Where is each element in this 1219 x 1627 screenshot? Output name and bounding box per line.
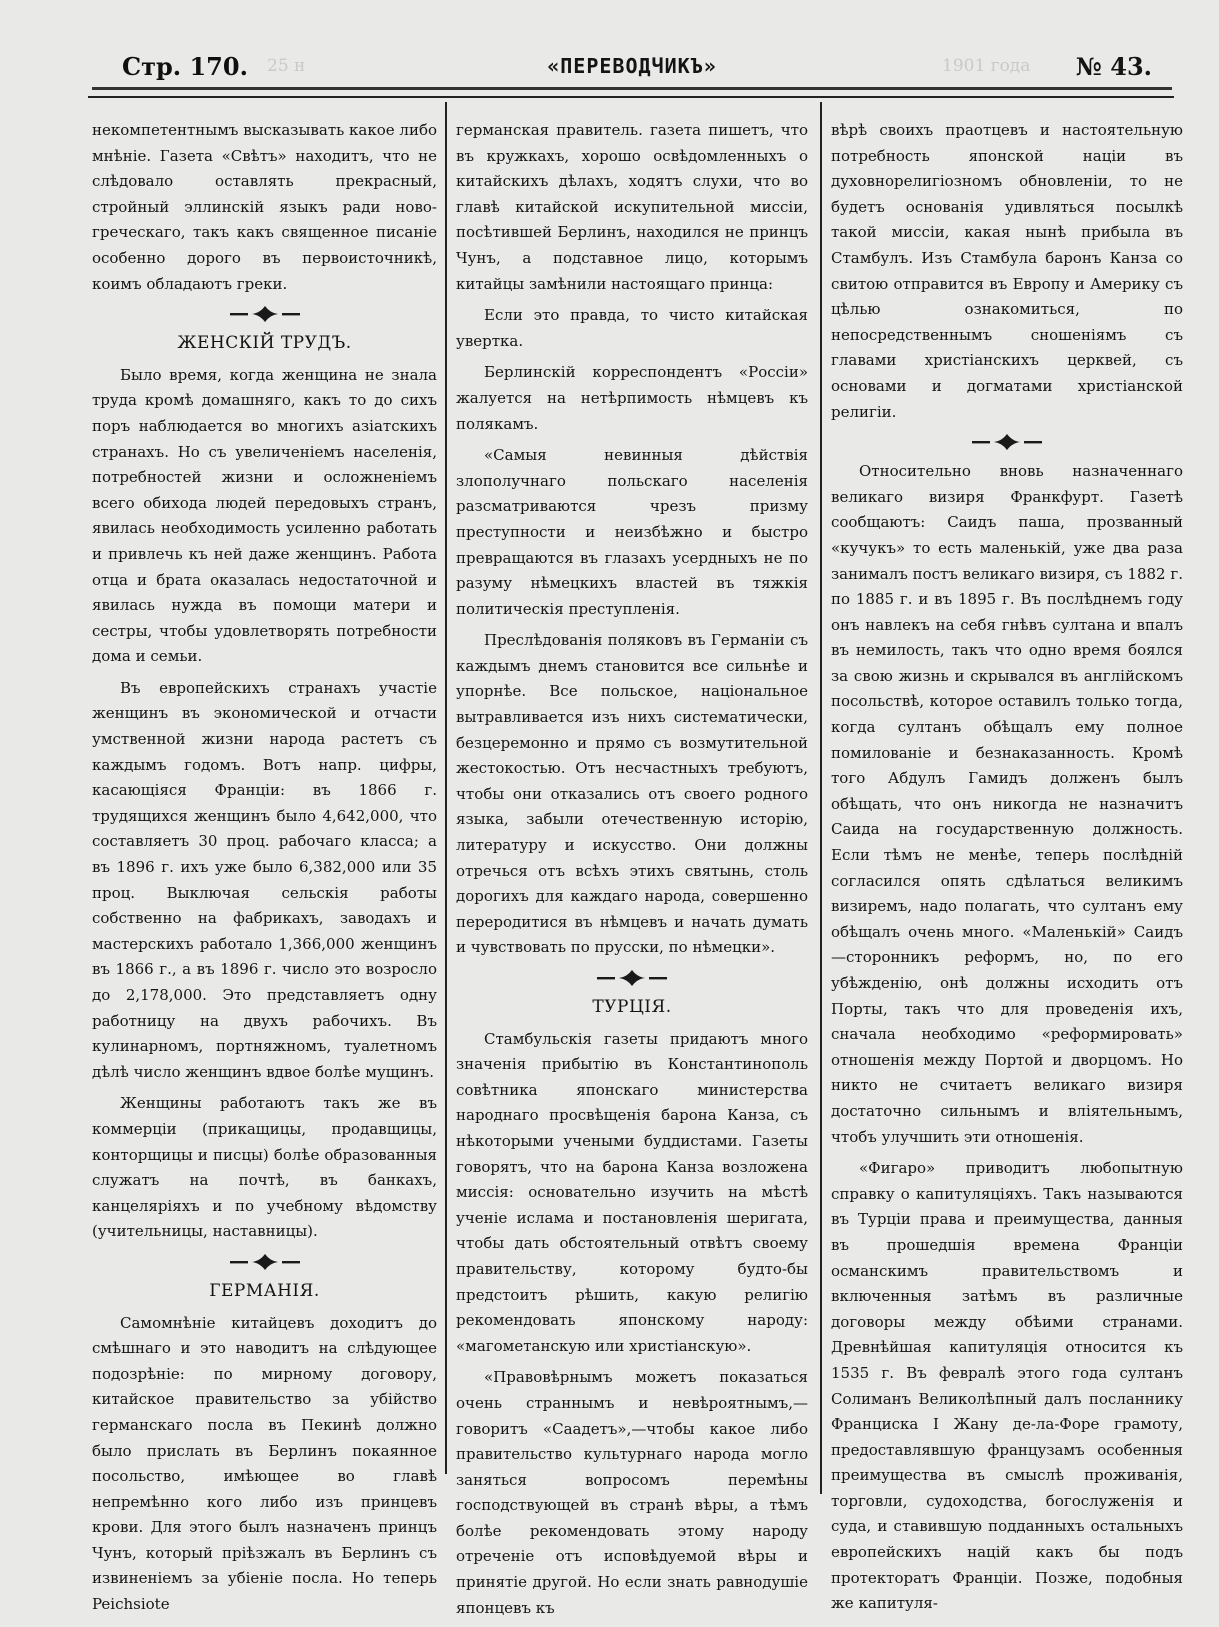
column-3 [831, 118, 1183, 1623]
continued-paragraph: некомпетентнымъ высказывать какое либо мнѣніе. Газета «Свѣтъ» находитъ, что не слѣдовало оставлять прекрасный, стройный эллинскій языкъ ради ново-греческаго, такъ какъ священное писаніе особенно дорого въ первоисточникѣ, коимъ обладаютъ греки. [92, 121, 438, 293]
bleed-through-text: 25 н [267, 56, 306, 76]
section-ornament [92, 1253, 437, 1273]
article-paragraph: Относительно вновь назначеннаго великаго визиря Франкфурт. Газетѣ сообщаютъ: Саидъ паша, прозванный «кучукъ» то есть маленькій, уже два раза занималъ постъ великаго визиря, съ 1882 г. по 1885 г. и въ 1895 г. Въ послѣднемъ году онъ навлекъ на себя гнѣвъ султана и впалъ въ немилость, такъ что одно время боялся за свою жизнь и скрывался въ англійскомъ посольствѣ, которое оставилъ только тогда, когда султанъ обѣщалъ ему полное помилованіе и безнаказанность. Кромѣ того Абдулъ Гамидъ долженъ былъ обѣщать, что онъ никогда не назначитъ Саида на государственную должность. Если тѣмъ не менѣе, теперь послѣдній согласился опять сдѣлаться великимъ визиремъ, надо полагать, что султанъ ему обѣщалъ очень много. «Маленькій» Саидъ—сторонникъ реформъ, но, по его убѣжденію, онѣ должны исходить отъ Порты, такъ что для проведенія ихъ, сначала необходимо «реформировать» отношенія между Портой и дворцомъ. Но никто не считаетъ великаго визиря достаточно сильнымъ и вліятельнымъ, чтобъ улучшить эти отношенія. [831, 462, 1183, 1146]
page-number: Стр. 170. [122, 52, 248, 81]
article-paragraph: Стамбульскія газеты придаютъ много значенія прибытію въ Константинополь совѣтника японскаго министерства народнаго просвѣщенія барона Канза, съ нѣкоторыми учеными буддистами. Газеты говорятъ, что на барона Канза возложена миссія: основательно изучить на мѣстѣ ученіе ислама и постановленія шеригата, чтобы дать обстоятельный отвѣтъ своему правительству, которому будто-бы предстоитъ рѣшить, какую религію рекомендовать японскому народу: «магометанскую или христіанскую». [456, 1029, 808, 1355]
article-paragraph: Самомнѣніе китайцевъ доходитъ до смѣшнаго и это наводитъ на слѣдующее подозрѣніе: по мирному договору, китайское правительство за убійство германскаго посла въ Пекинѣ должно было прислать въ Берлинъ покаянное посольство, имѣющее во главѣ непремѣнно кого либо изъ принцевъ крови. Для этого былъ назначенъ принцъ Чунъ, который пріѣзжалъ въ Берлинъ съ извиненіемъ за убіеніе посла. Но теперь Peichsiote [92, 1313, 437, 1614]
article-paragraph: Въ европейскихъ странахъ участіе женщинъ въ экономической и отчасти умственной жизни народа растетъ съ каждымъ годомъ. Вотъ напр. цифры, касающіяся Франціи: въ 1866 г. трудящихся женщинъ было 4,642,000, что составляетъ 30 проц. рабочаго класса; а въ 1896 г. ихъ уже было 6,382,000 или 35 проц. Выключая сельскія работы собственно на фабрикахъ, заводахъ и мастерскихъ работало 1,366,000 женщинъ въ 1866 г., а въ 1896 г. число это возросло до 2,178,000. Это представляетъ одну работницу на двухъ рабочихъ. Въ кулинарномъ, портняжномъ, туалетномъ дѣлѣ число женщинъ вдвое болѣе мущинъ. [92, 678, 437, 1081]
continued-paragraph: вѣрѣ своихъ праотцевъ и настоятельную потребность японской націи въ духовнорелигіозномъ обновленіи, то не будетъ основанія удивляться посылкѣ такой миссіи, какая нынѣ прибыла въ Стамбулъ. Изъ Стамбула баронъ Канза со свитою отправится въ Европу и Америку съ цѣлью ознакомиться, по непосредственнымъ сношеніямъ съ главами христіанскихъ церквей, съ основами и догматами христіанской религіи. [831, 121, 1183, 421]
article-paragraph: Женщины работаютъ такъ же въ коммерціи (прикащицы, продавщицы, конторщицы и писцы) болѣе образованныя служатъ на почтѣ, въ банкахъ, канцеляріяхъ и по учебному вѣдомству (учительницы, наставницы). [92, 1094, 437, 1241]
masthead [92, 40, 1172, 100]
continued-paragraph: германская правитель. газета пишетъ, что въ кружкахъ, хорошо освѣдомленныхъ о китайскихъ дѣлахъ, ходятъ слухи, что во главѣ китайской искупительной миссіи, посѣтившей Берлинъ, находился не принцъ Чунъ, а подставное лицо, которымъ китайцы замѣнили настоящаго принца: [456, 121, 808, 293]
section-ornament [92, 305, 437, 325]
header-rule [88, 96, 1174, 98]
article-paragraph: Берлинскій корреспондентъ «Россіи» жалуется на нетѣрпимость нѣмцевъ къ полякамъ. [456, 363, 808, 433]
diamond-ornament-icon [972, 433, 1042, 451]
diamond-ornament-icon [597, 969, 667, 987]
bleed-through-text: 1901 года [942, 56, 1031, 76]
section-heading: ТУРЦІЯ. [592, 997, 672, 1017]
section-ornament [456, 969, 808, 989]
section-heading: ЖЕНСКІЙ ТРУДЪ. [177, 333, 352, 354]
issue-number: № 43. [1075, 52, 1152, 81]
diamond-ornament-icon [230, 1253, 300, 1271]
diamond-ornament-icon [230, 305, 300, 323]
newspaper-title: «ПЕРЕВОДЧИКЪ» [547, 54, 717, 78]
column-2 [456, 118, 808, 1627]
header-rule [92, 87, 1172, 90]
column-divider [820, 102, 822, 1494]
article-paragraph: Было время, когда женщина не знала труда кромѣ домашняго, какъ то до сихъ поръ наблюдается во многихъ азіатскихъ странахъ. Но съ увеличеніемъ населенія, потребностей жизни и осложненіемъ всего обихода людей передовыхъ странъ, явилась необходимость усиленно работать и привлечь къ ней даже женщинъ. Работа отца и брата оказалась недостаточной и явилась нужда въ помощи матери и сестры, чтобы удовлетворять потребности дома и семьи. [92, 365, 437, 666]
column-divider [445, 102, 447, 1474]
column-1 [92, 118, 437, 1624]
article-paragraph: Если это правда, то чисто китайская увертка. [456, 306, 808, 350]
article-paragraph: «Правовѣрнымъ можетъ показаться очень страннымъ и невѣроятнымъ,—говоритъ «Саадетъ»,—чтобы какое либо правительство культурнаго народа могло заняться вопросомъ перемѣны господствующей въ странѣ вѣры, а тѣмъ болѣе рекомендовать этому народу отреченіе отъ исповѣдуемой вѣры и принятіе другой. Но если знать равнодушіе японцевъ къ [456, 1368, 808, 1617]
article-paragraph: «Фигаро» приводитъ любопытную справку о капитуляціяхъ. Такъ называются въ Турціи права и преимущества, данныя въ прошедшія времена Франціи османскимъ правительствомъ и включенныя затѣмъ въ различные договоры между обѣими странами. Древнѣйшая капитуляція относится къ 1535 г. Въ февралѣ этого года султанъ Солиманъ Великолѣпный далъ посланнику Франциска I Жану де-ла-Форе грамоту, предоставлявшую французамъ особенныя преимущества въ смыслѣ проживанія, торговли, судоходства, богослуженія и суда, и ставившую подданныхъ остальныхъ европейскихъ націй какъ бы подъ протекторатъ Франціи. Позже, подобныя же капитуля- [831, 1159, 1183, 1613]
article-paragraph: «Самыя невинныя дѣйствія злополучнаго польскаго населенія разсматриваются чрезъ призму преступности и неизбѣжно и быстро превращаются въ глазахъ усердныхъ не по разуму нѣмецкихъ властей въ тяжкія политическія преступленія. [456, 446, 808, 618]
section-ornament [831, 433, 1183, 453]
article-paragraph: Преслѣдованія поляковъ въ Германіи съ каждымъ днемъ становится все сильнѣе и упорнѣе. Все польское, національное вытравливается изъ нихъ систематически, безцеремонно и прямо съ возмутительной жестокостью. Отъ несчастныхъ требуютъ, чтобы они отказались отъ своего родного языка, забыли отечественную исторію, литературу и искусство. Они должны отречься отъ всѣхъ этихъ святынь, столь дорогихъ для каждаго народа, совершенно переродитися въ нѣмцевъ и начать думать и чувствовать по прусски, по нѣмецки». [456, 631, 808, 957]
section-heading: ГЕРМАНІЯ. [209, 1280, 320, 1301]
